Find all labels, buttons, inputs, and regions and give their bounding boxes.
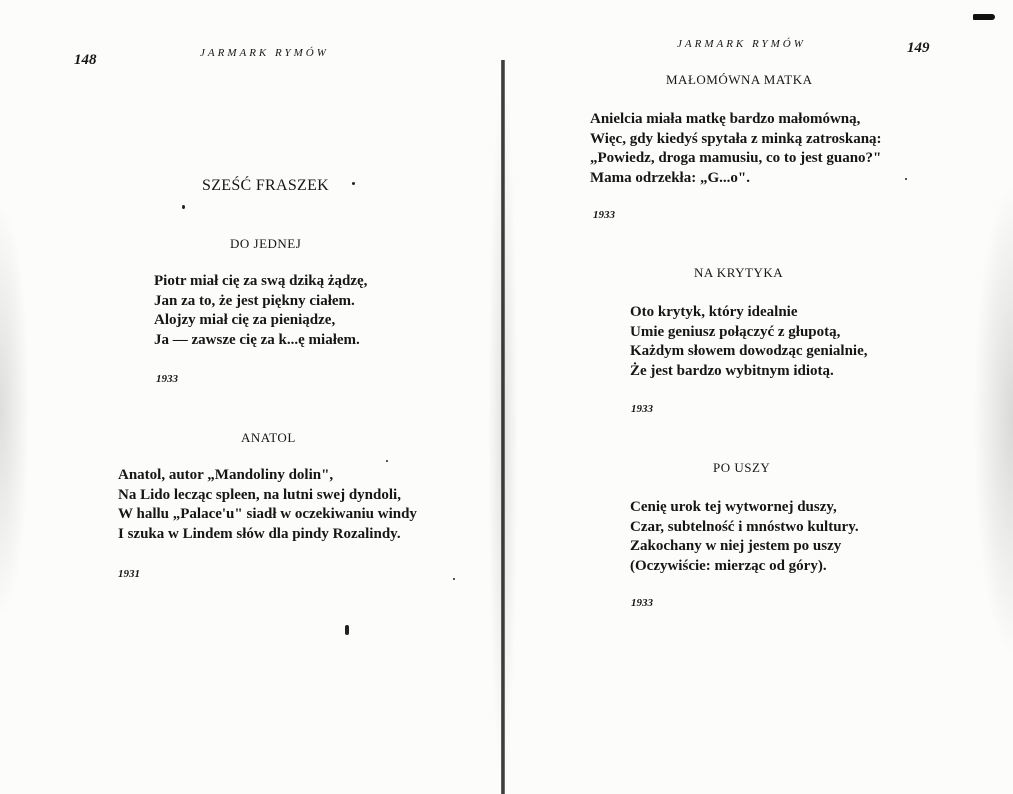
poem-line: Alojzy miał cię za pieniądze, bbox=[154, 312, 336, 328]
scan-speck bbox=[453, 578, 455, 580]
book-gutter bbox=[501, 60, 505, 794]
poem-body-do-jednej bbox=[154, 272, 367, 350]
poem-body-po-uszy bbox=[630, 498, 859, 576]
poem-body-anatol bbox=[118, 466, 417, 544]
poem-year-malomowna-matka: 1933 bbox=[593, 209, 615, 221]
poem-title-anatol: ANATOL bbox=[241, 430, 296, 445]
page-edge-shadow-right bbox=[973, 180, 1013, 660]
poem-line: (Oczywiście: mierząc od góry). bbox=[630, 557, 827, 574]
poem-line: I szuka w Lindem słów dla pindy Rozalindy. bbox=[118, 525, 401, 542]
poem-line: Oto krytyk, który idealnie bbox=[630, 304, 798, 320]
poem-line: W hallu „Palace'u" siadł w oczekiwaniu windy bbox=[118, 506, 417, 522]
poem-line: Ja — zawsze cię za k...ę miałem. bbox=[154, 331, 360, 348]
scan-speck bbox=[182, 205, 185, 209]
page-number-right: 149 bbox=[907, 40, 930, 56]
poem-line: Umie geniusz połączyć z głupotą, bbox=[630, 323, 841, 340]
poem-year-po-uszy: 1933 bbox=[631, 597, 653, 609]
poem-body-na-krytyka bbox=[630, 303, 868, 381]
poem-line: Zakochany w niej jestem po uszy bbox=[630, 538, 842, 554]
scan-speck bbox=[386, 460, 388, 462]
scan-speck bbox=[352, 182, 355, 185]
poem-year-na-krytyka: 1933 bbox=[631, 403, 653, 415]
poem-line: „Powiedz, droga mamusiu, co to jest guano?" bbox=[590, 150, 882, 166]
scan-speck bbox=[905, 178, 907, 180]
corner-smudge-mark bbox=[973, 14, 995, 20]
poem-year-anatol: 1931 bbox=[118, 568, 140, 580]
poem-line: Każdym słowem dowodząc genialnie, bbox=[630, 343, 868, 359]
poem-title-na-krytyka: NA KRYTYKA bbox=[694, 265, 784, 280]
section-title: SZEŚĆ FRASZEK bbox=[202, 177, 330, 194]
poem-title-do-jednej: DO JEDNEJ bbox=[230, 236, 302, 251]
poem-title-po-uszy: PO USZY bbox=[713, 460, 771, 475]
scan-speck bbox=[345, 625, 349, 635]
poem-line: Cenię urok tej wytwornej duszy, bbox=[630, 499, 837, 515]
poem-line: Anielcia miała matkę bardzo małomówną, bbox=[590, 111, 861, 127]
poem-body-malomowna-matka bbox=[590, 110, 882, 188]
poem-line: Więc, gdy kiedyś spytała z minką zatroskaną: bbox=[590, 130, 882, 147]
running-head-right: JARMARK RYMÓW bbox=[677, 38, 806, 50]
poem-title-malomowna-matka: MAŁOMÓWNA MATKA bbox=[666, 72, 813, 87]
running-head-left: JARMARK RYMÓW bbox=[200, 47, 329, 59]
poem-line: Mama odrzekła: „G...o". bbox=[590, 169, 750, 186]
poem-line: Czar, subtelność i mnóstwo kultury. bbox=[630, 518, 859, 535]
page-number-left: 148 bbox=[74, 52, 97, 68]
poem-line: Na Lido lecząc spleen, na lutni swej dyndoli, bbox=[118, 486, 401, 503]
poem-line: Anatol, autor „Mandoliny dolin", bbox=[118, 467, 334, 483]
poem-year-do-jednej: 1933 bbox=[156, 373, 178, 385]
poem-line: Że jest bardzo wybitnym idiotą. bbox=[630, 362, 834, 379]
page-edge-shadow-left bbox=[0, 200, 30, 620]
poem-line: Piotr miał cię za swą dziką żądzę, bbox=[154, 273, 368, 289]
poem-line: Jan za to, że jest piękny ciałem. bbox=[154, 292, 355, 309]
